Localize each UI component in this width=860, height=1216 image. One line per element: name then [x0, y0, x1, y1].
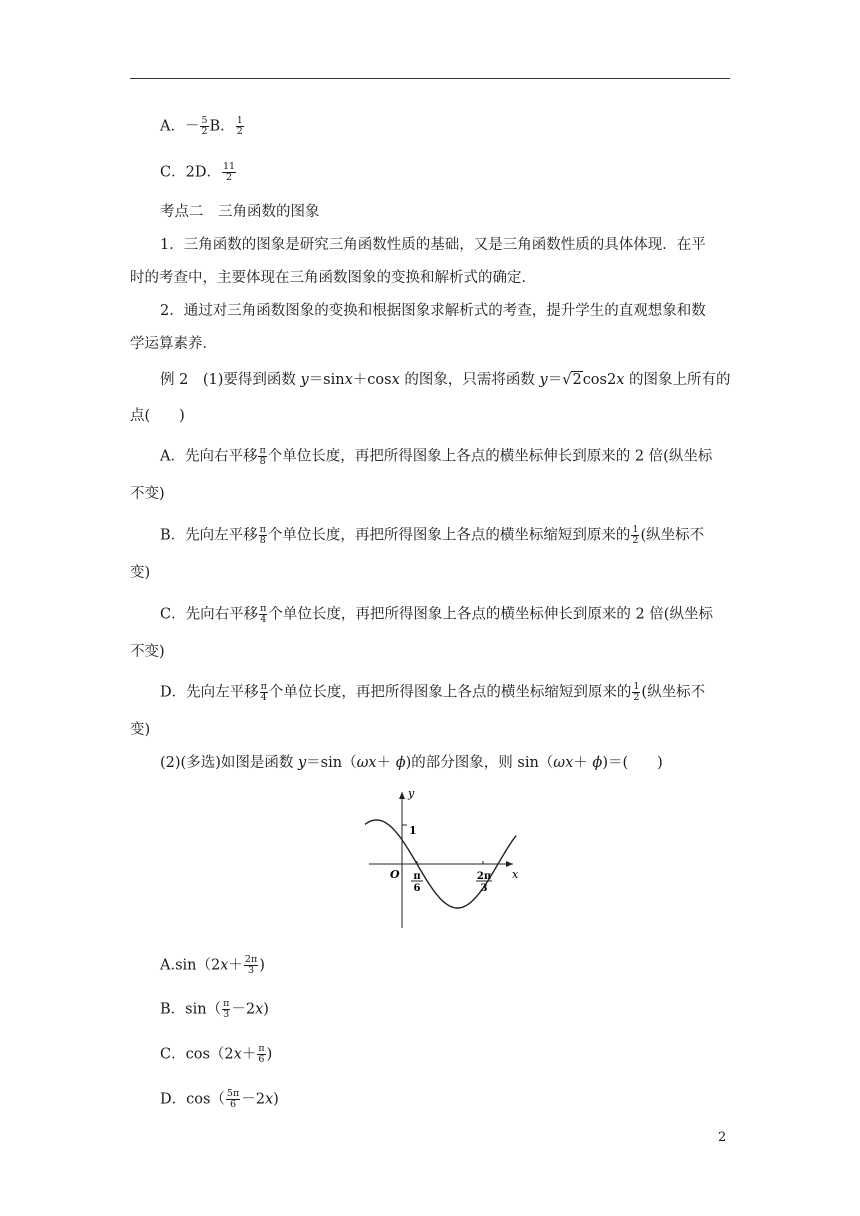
origin-label: O [390, 868, 400, 881]
fraction: $\frac{\pi}{3}$ [223, 998, 230, 1020]
y-axis-label: y [408, 787, 415, 800]
fraction: $\frac{\pi}{4}$ [260, 681, 267, 703]
sqrt-2: 2 [572, 372, 582, 388]
tick-label-six: 6 [413, 883, 421, 894]
fraction: $\frac{2\pi}{3}$ [244, 954, 258, 976]
x-axis-label: x [512, 868, 519, 881]
part1-option-b: B．先向左平移 $\frac{\pi}{8}$ 个单位长度，再把所得图象上各点的横坐标缩短到原来的 $\frac{1}{2}$ (纵坐标不 [160, 524, 705, 546]
part2-option-c: C．cos（2x＋ $\frac{\pi}{6}$ ) [160, 1043, 273, 1065]
option-b-label: B． [209, 118, 235, 135]
tick-label-three: 3 [480, 883, 488, 894]
part2-stem: (2)(多选)如图是函数 y＝sin（ωx＋ ϕ)的部分图象，则 sin（ωx＋ ϕ)＝( ) [160, 755, 663, 771]
example-2-stem-cont: 点( ) [130, 408, 185, 424]
fraction: $\frac{1}{2}$ [633, 681, 640, 703]
prev-options-ab: A．－ $\frac{5}{2}$ B． $\frac{1}{2}$ [160, 115, 243, 137]
fraction: $\frac{1}{2}$ [236, 115, 243, 137]
part1-option-c: C．先向右平移 $\frac{\pi}{4}$ 个单位长度，再把所得图象上各点的横坐标伸长到原来的 2 倍(纵坐标 [160, 603, 713, 625]
tick-label-pi: π [413, 871, 421, 882]
paragraph-2-line-2: 学运算素养． [130, 336, 217, 352]
paragraph-1-line-1: 1．三角函数的图象是研究三角函数性质的基础，又是三角函数性质的具体体现．在平 [160, 237, 706, 253]
paragraph-1-line-2: 时的考查中，主要体现在三角函数图象的变换和解析式的确定． [130, 270, 536, 286]
fraction: $\frac{1}{2}$ [632, 524, 639, 546]
fraction: $\frac{\pi}{6}$ [258, 1043, 265, 1065]
section-heading: 考点二 三角函数的图象 [160, 204, 320, 220]
fraction: $\frac{\pi}{4}$ [260, 603, 267, 625]
part2-option-d: D．cos（ $\frac{5\pi}{6}$ －2x) [160, 1088, 279, 1110]
paragraph-2-line-1: 2．通过对三角函数图象的变换和根据图象求解析式的考查，提升学生的直观想象和数 [160, 303, 706, 319]
part1-option-d: D．先向左平移 $\frac{\pi}{4}$ 个单位长度，再把所得图象上各点的横坐标缩短到原来的 $\frac{1}{2}$ (纵坐标不 [160, 681, 706, 703]
option-d-label: D． [194, 164, 221, 181]
sine-graph [365, 786, 525, 930]
part1-option-c-cont: 不变) [130, 644, 165, 660]
tick-label-two-pi: 2π [476, 871, 492, 882]
page-number: 2 [718, 1130, 727, 1145]
fraction: $\frac{5\pi}{6}$ [226, 1088, 240, 1110]
example-2-stem: 例 2 (1)要得到函数 y＝sinx＋cosx 的图象，只需将函数 y＝√2cos2x 的图象上所有的 [160, 372, 731, 388]
part1-option-a-cont: 不变) [130, 486, 165, 502]
fraction: $\frac{11}{2}$ [222, 161, 236, 183]
prev-options-cd: C．2D． $\frac{11}{2}$ [160, 161, 236, 183]
tick-label-one: 1 [409, 824, 417, 837]
part1-option-a: A．先向右平移 $\frac{\pi}{8}$ 个单位长度，再把所得图象上各点的横坐标伸长到原来的 2 倍(纵坐标 [160, 445, 713, 467]
part2-option-a: A.sin（2x＋ $\frac{2\pi}{3}$ ) [160, 954, 265, 976]
fraction: $\frac{\pi}{8}$ [259, 445, 266, 467]
header-rule [130, 78, 730, 79]
fraction: $\frac{5}{2}$ [201, 115, 208, 137]
option-a-label: A． [160, 118, 185, 135]
part2-option-b: B．sin（ $\frac{\pi}{3}$ －2x) [160, 998, 269, 1020]
part1-option-b-cont: 变) [130, 565, 151, 581]
part1-option-d-cont: 变) [130, 722, 151, 738]
option-c-label: C． [160, 164, 186, 181]
fraction: $\frac{\pi}{8}$ [259, 524, 266, 546]
